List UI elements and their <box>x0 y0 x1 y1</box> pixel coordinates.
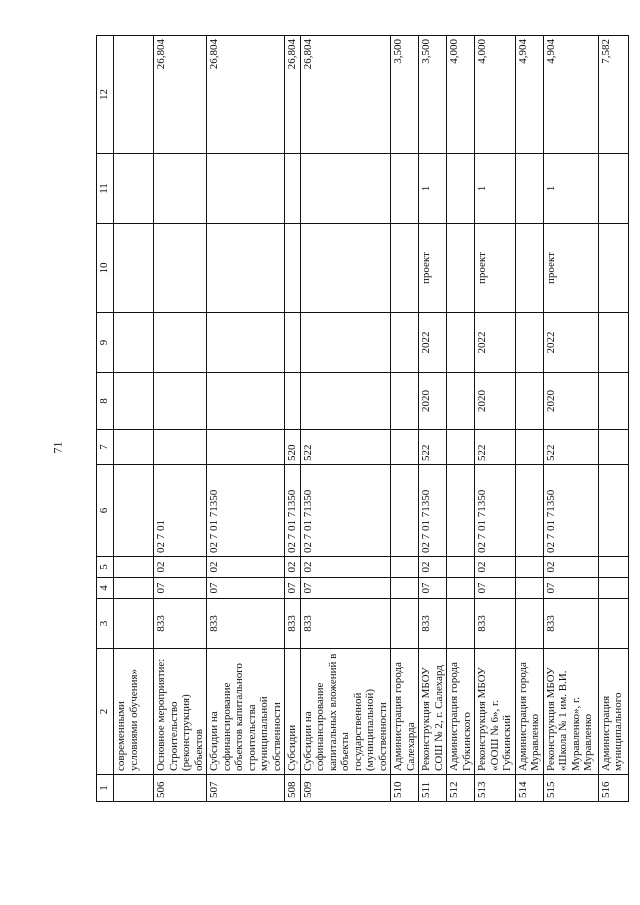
cell-3: 833 <box>154 599 207 649</box>
cell-6: 02 7 01 71350 <box>543 465 598 557</box>
cell-10 <box>447 224 475 313</box>
cell-7 <box>515 430 543 465</box>
cell-4 <box>391 578 419 599</box>
cell-5 <box>114 557 154 578</box>
cell-7 <box>207 430 285 465</box>
cell-11 <box>114 154 154 224</box>
cell-10 <box>285 224 301 313</box>
cell-5: 02 <box>300 557 391 578</box>
cell-7: 522 <box>543 430 598 465</box>
cell-5: 02 <box>475 557 516 578</box>
cell-8 <box>515 373 543 430</box>
item-name: современными условиями обучения» <box>114 649 154 775</box>
cell-12: 4,904 <box>515 36 543 154</box>
cell-11: 1 <box>419 154 447 224</box>
cell-4: 07 <box>154 578 207 599</box>
item-name: Администрация города Муравленко <box>515 649 543 775</box>
cell-4: 07 <box>300 578 391 599</box>
header-row <box>97 36 114 802</box>
item-name: Субсидии на софинансирование капитальных вложений в объекты государственной (муниципальной) собственности <box>300 649 391 775</box>
cell-12: 26,804 <box>207 36 285 154</box>
cell-8 <box>207 373 285 430</box>
cell-4: 07 <box>207 578 285 599</box>
cell-3 <box>447 599 475 649</box>
row-number: 516 <box>598 775 628 802</box>
item-name: Основное мероприятие: Строительство (реконструкция) объектов <box>154 649 207 775</box>
cell-3: 833 <box>543 599 598 649</box>
column-header: 2 <box>97 649 114 775</box>
item-name: Администрация города Губкинского <box>447 649 475 775</box>
cell-6: 02 7 01 71350 <box>207 465 285 557</box>
cell-4: 07 <box>285 578 301 599</box>
table-row <box>391 36 419 802</box>
cell-10: проект <box>419 224 447 313</box>
cell-5: 02 <box>285 557 301 578</box>
cell-12: 26,804 <box>300 36 391 154</box>
cell-6 <box>447 465 475 557</box>
cell-6 <box>515 465 543 557</box>
cell-8: 2020 <box>419 373 447 430</box>
cell-11 <box>154 154 207 224</box>
cell-10 <box>515 224 543 313</box>
column-header: 6 <box>97 465 114 557</box>
cell-3: 833 <box>207 599 285 649</box>
cell-12: 4,904 <box>543 36 598 154</box>
cell-7: 522 <box>475 430 516 465</box>
cell-8 <box>154 373 207 430</box>
table-row <box>543 36 598 802</box>
cell-12: 26,804 <box>154 36 207 154</box>
cell-8: 2020 <box>543 373 598 430</box>
cell-10: проект <box>475 224 516 313</box>
table-row <box>114 36 154 802</box>
cell-12: 4,000 <box>475 36 516 154</box>
cell-11 <box>447 154 475 224</box>
table-row <box>300 36 391 802</box>
cell-7 <box>154 430 207 465</box>
cell-11 <box>207 154 285 224</box>
cell-10 <box>300 224 391 313</box>
cell-11 <box>515 154 543 224</box>
cell-12: 3,500 <box>419 36 447 154</box>
cell-5 <box>515 557 543 578</box>
cell-11: 1 <box>543 154 598 224</box>
cell-12 <box>114 36 154 154</box>
cell-3 <box>598 599 628 649</box>
cell-3: 833 <box>419 599 447 649</box>
row-number: 512 <box>447 775 475 802</box>
cell-9 <box>207 313 285 373</box>
cell-3: 833 <box>300 599 391 649</box>
cell-10: проект <box>543 224 598 313</box>
cell-4 <box>447 578 475 599</box>
cell-9 <box>114 313 154 373</box>
table-row <box>475 36 516 802</box>
column-header: 11 <box>97 154 114 224</box>
cell-8 <box>285 373 301 430</box>
cell-3 <box>515 599 543 649</box>
rotated-table-wrapper <box>96 36 624 802</box>
item-name: Субсидии <box>285 649 301 775</box>
cell-9 <box>154 313 207 373</box>
cell-10 <box>114 224 154 313</box>
item-name: Субсидии на софинансирование объектов капитального строительства муниципальной собственности <box>207 649 285 775</box>
cell-11 <box>391 154 419 224</box>
column-header: 10 <box>97 224 114 313</box>
cell-8 <box>391 373 419 430</box>
cell-7: 522 <box>300 430 391 465</box>
item-name: Администрация города Салехарда <box>391 649 419 775</box>
page-number: 71 <box>50 441 65 454</box>
cell-3: 833 <box>475 599 516 649</box>
cell-9: 2022 <box>419 313 447 373</box>
cell-7: 522 <box>419 430 447 465</box>
column-header: 5 <box>97 557 114 578</box>
cell-4: 07 <box>475 578 516 599</box>
cell-4 <box>515 578 543 599</box>
cell-6 <box>598 465 628 557</box>
cell-6 <box>391 465 419 557</box>
column-header: 7 <box>97 430 114 465</box>
cell-5 <box>598 557 628 578</box>
cell-3 <box>391 599 419 649</box>
cell-6: 02 7 01 <box>154 465 207 557</box>
cell-12: 4,000 <box>447 36 475 154</box>
row-number: 508 <box>285 775 301 802</box>
cell-12: 7,582 <box>598 36 628 154</box>
cell-7 <box>114 430 154 465</box>
cell-8 <box>598 373 628 430</box>
row-number: 506 <box>154 775 207 802</box>
cell-9: 2022 <box>543 313 598 373</box>
cell-10 <box>598 224 628 313</box>
column-header: 1 <box>97 775 114 802</box>
cell-7: 520 <box>285 430 301 465</box>
cell-9 <box>598 313 628 373</box>
cell-9 <box>391 313 419 373</box>
row-number: 510 <box>391 775 419 802</box>
column-header: 9 <box>97 313 114 373</box>
column-header: 3 <box>97 599 114 649</box>
item-name: Реконструкция МБОУ «ООШ № 6», г. Губкинский <box>475 649 516 775</box>
cell-11 <box>285 154 301 224</box>
item-name: Администрация муниципального <box>598 649 628 775</box>
table-row <box>207 36 285 802</box>
cell-9: 2022 <box>475 313 516 373</box>
cell-6: 02 7 01 71350 <box>475 465 516 557</box>
cell-5 <box>391 557 419 578</box>
cell-5: 02 <box>419 557 447 578</box>
cell-12: 3,500 <box>391 36 419 154</box>
cell-4: 07 <box>419 578 447 599</box>
cell-3 <box>114 599 154 649</box>
item-name: Реконструкция МБОУ СОШ № 2, г. Салехард <box>419 649 447 775</box>
cell-11 <box>598 154 628 224</box>
row-number <box>114 775 154 802</box>
cell-9 <box>300 313 391 373</box>
cell-11: 1 <box>475 154 516 224</box>
cell-5: 02 <box>207 557 285 578</box>
table-row <box>419 36 447 802</box>
cell-8: 2020 <box>475 373 516 430</box>
cell-12: 26,804 <box>285 36 301 154</box>
cell-7 <box>447 430 475 465</box>
table-row <box>515 36 543 802</box>
table-row <box>447 36 475 802</box>
column-header: 12 <box>97 36 114 154</box>
cell-6: 02 7 01 71350 <box>300 465 391 557</box>
row-number: 515 <box>543 775 598 802</box>
cell-8 <box>447 373 475 430</box>
item-name: Реконструкция МБОУ «Школа № 1 им. В.И. Муравленко», г. Муравленко <box>543 649 598 775</box>
column-header: 8 <box>97 373 114 430</box>
row-number: 509 <box>300 775 391 802</box>
cell-6 <box>114 465 154 557</box>
table-row <box>598 36 628 802</box>
cell-5: 02 <box>154 557 207 578</box>
budget-table <box>96 35 629 802</box>
cell-7 <box>391 430 419 465</box>
cell-4 <box>114 578 154 599</box>
cell-11 <box>300 154 391 224</box>
cell-6: 02 7 01 71350 <box>285 465 301 557</box>
cell-10 <box>154 224 207 313</box>
table-row <box>154 36 207 802</box>
cell-3: 833 <box>285 599 301 649</box>
table-row <box>285 36 301 802</box>
cell-7 <box>598 430 628 465</box>
cell-5: 02 <box>543 557 598 578</box>
rotated-table-viewport <box>96 36 624 802</box>
cell-10 <box>207 224 285 313</box>
cell-10 <box>391 224 419 313</box>
row-number: 511 <box>419 775 447 802</box>
cell-6: 02 7 01 71350 <box>419 465 447 557</box>
cell-9 <box>447 313 475 373</box>
cell-9 <box>515 313 543 373</box>
column-header: 4 <box>97 578 114 599</box>
cell-4: 07 <box>543 578 598 599</box>
cell-9 <box>285 313 301 373</box>
row-number: 514 <box>515 775 543 802</box>
cell-8 <box>114 373 154 430</box>
cell-5 <box>447 557 475 578</box>
row-number: 507 <box>207 775 285 802</box>
row-number: 513 <box>475 775 516 802</box>
cell-4 <box>598 578 628 599</box>
cell-8 <box>300 373 391 430</box>
